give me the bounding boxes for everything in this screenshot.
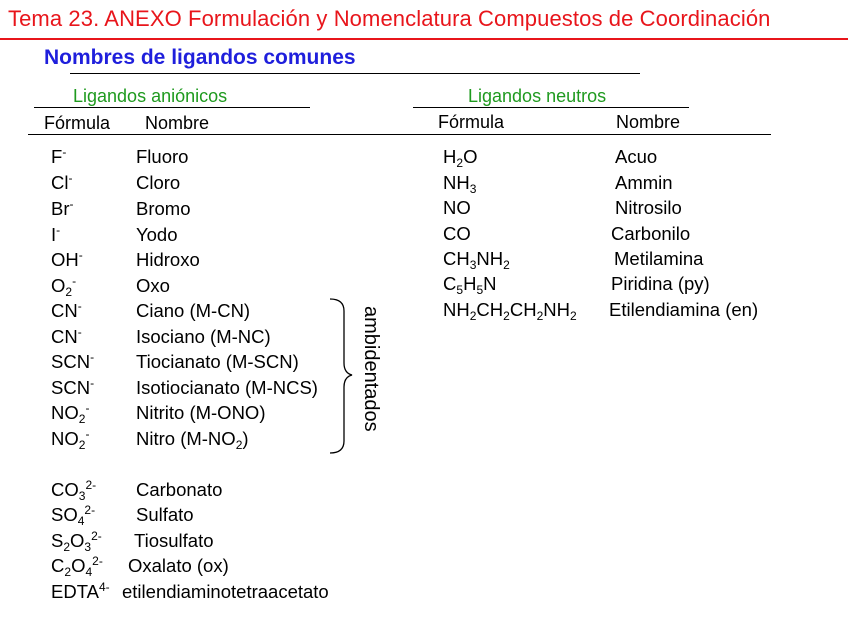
neutral-name: Etilendiamina (en)	[609, 299, 759, 320]
charge-superscript: 2-	[91, 529, 102, 543]
anionic-heading-rule	[34, 107, 310, 108]
anionic-formula	[51, 326, 82, 348]
charge-superscript: -	[62, 145, 67, 159]
subscript: 5	[456, 283, 464, 297]
subscript: 2	[570, 309, 577, 323]
formula-text: O	[71, 555, 86, 576]
formula-text: SCN	[51, 377, 91, 398]
anionic-col-formula: Fórmula	[44, 113, 111, 133]
charge-superscript: -	[90, 350, 95, 364]
formula-text: NO	[51, 428, 79, 449]
neutral-col-name: Nombre	[616, 112, 681, 132]
formula-text: SCN	[51, 351, 91, 372]
formula-text: O	[463, 146, 478, 167]
anionic-formula	[51, 377, 94, 399]
anionic-col-name: Nombre	[145, 113, 210, 133]
anionic-name: Nitrito (M-ONO)	[136, 402, 266, 423]
neutral-name: Metilamina	[614, 248, 704, 269]
subscript: 2	[65, 285, 73, 299]
formula-text: C	[443, 273, 457, 294]
neutral-name: Nitrosilo	[615, 197, 682, 218]
anionic-formula	[51, 479, 96, 501]
charge-superscript: -	[78, 248, 83, 262]
charge-superscript: -	[85, 427, 90, 441]
formula-text: O	[70, 530, 85, 551]
formula-text: )	[242, 428, 249, 449]
anionic-formula	[51, 224, 60, 246]
anionic-formula	[51, 555, 103, 577]
ambidentate-label: ambidentados	[360, 306, 382, 432]
formula-text: SO	[51, 504, 78, 525]
formula-text: CH	[476, 299, 504, 320]
anionic-name: Isociano (M-NC)	[136, 326, 271, 347]
neutral-heading-rule	[413, 107, 689, 108]
formula-text: Nitro (M-NO	[136, 428, 236, 449]
subscript: 3	[78, 489, 86, 503]
formula-text: NH	[543, 299, 570, 320]
neutral-name: Acuo	[615, 146, 658, 167]
neutral-name: Ammin	[615, 172, 673, 193]
formula-text: CN	[51, 326, 78, 347]
formula-text: Br	[51, 198, 70, 219]
anionic-name: Hidroxo	[136, 249, 200, 270]
subscript: 2	[78, 412, 86, 426]
neutral-col-formula: Fórmula	[438, 112, 505, 132]
subscript: 2	[63, 540, 71, 554]
subscript: 2	[456, 156, 464, 170]
charge-superscript: -	[90, 376, 95, 390]
formula-text: CH	[443, 248, 470, 269]
anionic-name: Sulfato	[136, 504, 194, 525]
subscript: 2	[235, 438, 243, 452]
subtitle-underline	[70, 73, 640, 74]
title-divider	[0, 38, 848, 40]
formula-text: CH	[509, 299, 537, 320]
anionic-name: Tiosulfato	[134, 530, 214, 551]
subscript: 3	[84, 540, 92, 554]
formula-text: C	[51, 555, 65, 576]
formula-text: CO	[51, 479, 79, 500]
anionic-name: Oxalato (ox)	[128, 555, 229, 576]
subscript: 2	[503, 258, 510, 272]
anionic-formula	[51, 172, 72, 194]
anionic-formula	[51, 504, 95, 526]
formula-text: I	[51, 224, 57, 245]
anionic-name: Ciano (M-CN)	[136, 300, 251, 321]
anionic-name: Oxo	[136, 275, 170, 296]
formula-text: OH	[51, 249, 79, 270]
page-title: Tema 23. ANEXO Formulación y Nomenclatura Compuestos de Coordinación	[8, 6, 771, 31]
subscript: 4	[77, 514, 85, 528]
charge-superscript: -	[77, 299, 82, 313]
neutral-formula	[443, 223, 471, 245]
subscript: 2	[64, 565, 72, 579]
formula-text: CN	[51, 300, 78, 321]
ambidentate-brace	[326, 297, 354, 457]
neutral-formula	[443, 273, 497, 295]
anionic-formula	[51, 300, 82, 322]
subscript: 3	[469, 182, 477, 196]
section-title: Nombres de ligandos comunes	[44, 46, 356, 69]
charge-superscript: 2-	[85, 478, 97, 492]
neutral-heading: Ligandos neutros	[468, 86, 607, 106]
subscript: 2	[78, 438, 86, 452]
neutral-name: Carbonilo	[611, 223, 691, 244]
formula-text: N	[483, 273, 497, 294]
subscript: 5	[476, 283, 484, 297]
anionic-formula	[51, 198, 74, 220]
subscript: 2	[469, 309, 477, 323]
charge-superscript: 2-	[92, 554, 103, 568]
anionic-name: etilendiaminotetraacetato	[122, 581, 329, 602]
anionic-formula	[51, 402, 89, 424]
formula-text: Cl	[51, 172, 69, 193]
formula-text: NH	[443, 299, 470, 320]
neutral-formula	[443, 172, 476, 194]
anionic-formula	[51, 530, 102, 552]
anionic-formula	[51, 581, 110, 603]
subscript: 2	[536, 309, 544, 323]
table-header-rule	[28, 134, 771, 135]
subscript: 2	[503, 309, 510, 323]
charge-superscript: 2-	[84, 503, 96, 517]
anionic-name: Isotiocianato (M-NCS)	[136, 377, 318, 398]
anionic-name: Tiocianato (M-SCN)	[136, 351, 299, 372]
charge-superscript: -	[68, 171, 73, 185]
charge-superscript: -	[72, 274, 77, 288]
charge-superscript: -	[56, 223, 61, 237]
subscript: 4	[85, 565, 93, 579]
anionic-name: Fluoro	[136, 146, 189, 167]
formula-text: NH	[443, 172, 470, 193]
charge-superscript: -	[69, 197, 74, 211]
anionic-formula	[51, 146, 66, 168]
charge-superscript: 4-	[98, 580, 110, 594]
anionic-name: Bromo	[136, 198, 191, 219]
anionic-formula	[51, 275, 76, 297]
formula-text: O	[51, 275, 66, 296]
neutral-formula	[443, 197, 471, 219]
formula-text: S	[51, 530, 64, 551]
charge-superscript: -	[77, 325, 82, 339]
formula-text: CO	[443, 223, 471, 244]
subscript: 3	[469, 258, 477, 272]
anionic-name: Yodo	[136, 224, 178, 245]
anionic-name: Carbonato	[136, 479, 223, 500]
formula-text: NO	[51, 402, 79, 423]
neutral-name: Piridina (py)	[611, 273, 710, 294]
anionic-name	[136, 428, 249, 450]
anionic-name: Cloro	[136, 172, 181, 193]
neutral-formula	[443, 299, 577, 321]
anionic-formula	[51, 428, 89, 450]
anionic-formula	[51, 249, 83, 271]
charge-superscript: -	[85, 401, 90, 415]
neutral-formula	[443, 248, 510, 270]
formula-text: H	[463, 273, 477, 294]
neutral-formula	[443, 146, 477, 168]
formula-text: H	[443, 146, 457, 167]
anionic-heading: Ligandos aniónicos	[73, 86, 228, 106]
formula-text: F	[51, 146, 63, 167]
formula-text: NO	[443, 197, 471, 218]
formula-text: EDTA	[51, 581, 99, 602]
anionic-formula	[51, 351, 94, 373]
formula-text: NH	[476, 248, 504, 269]
